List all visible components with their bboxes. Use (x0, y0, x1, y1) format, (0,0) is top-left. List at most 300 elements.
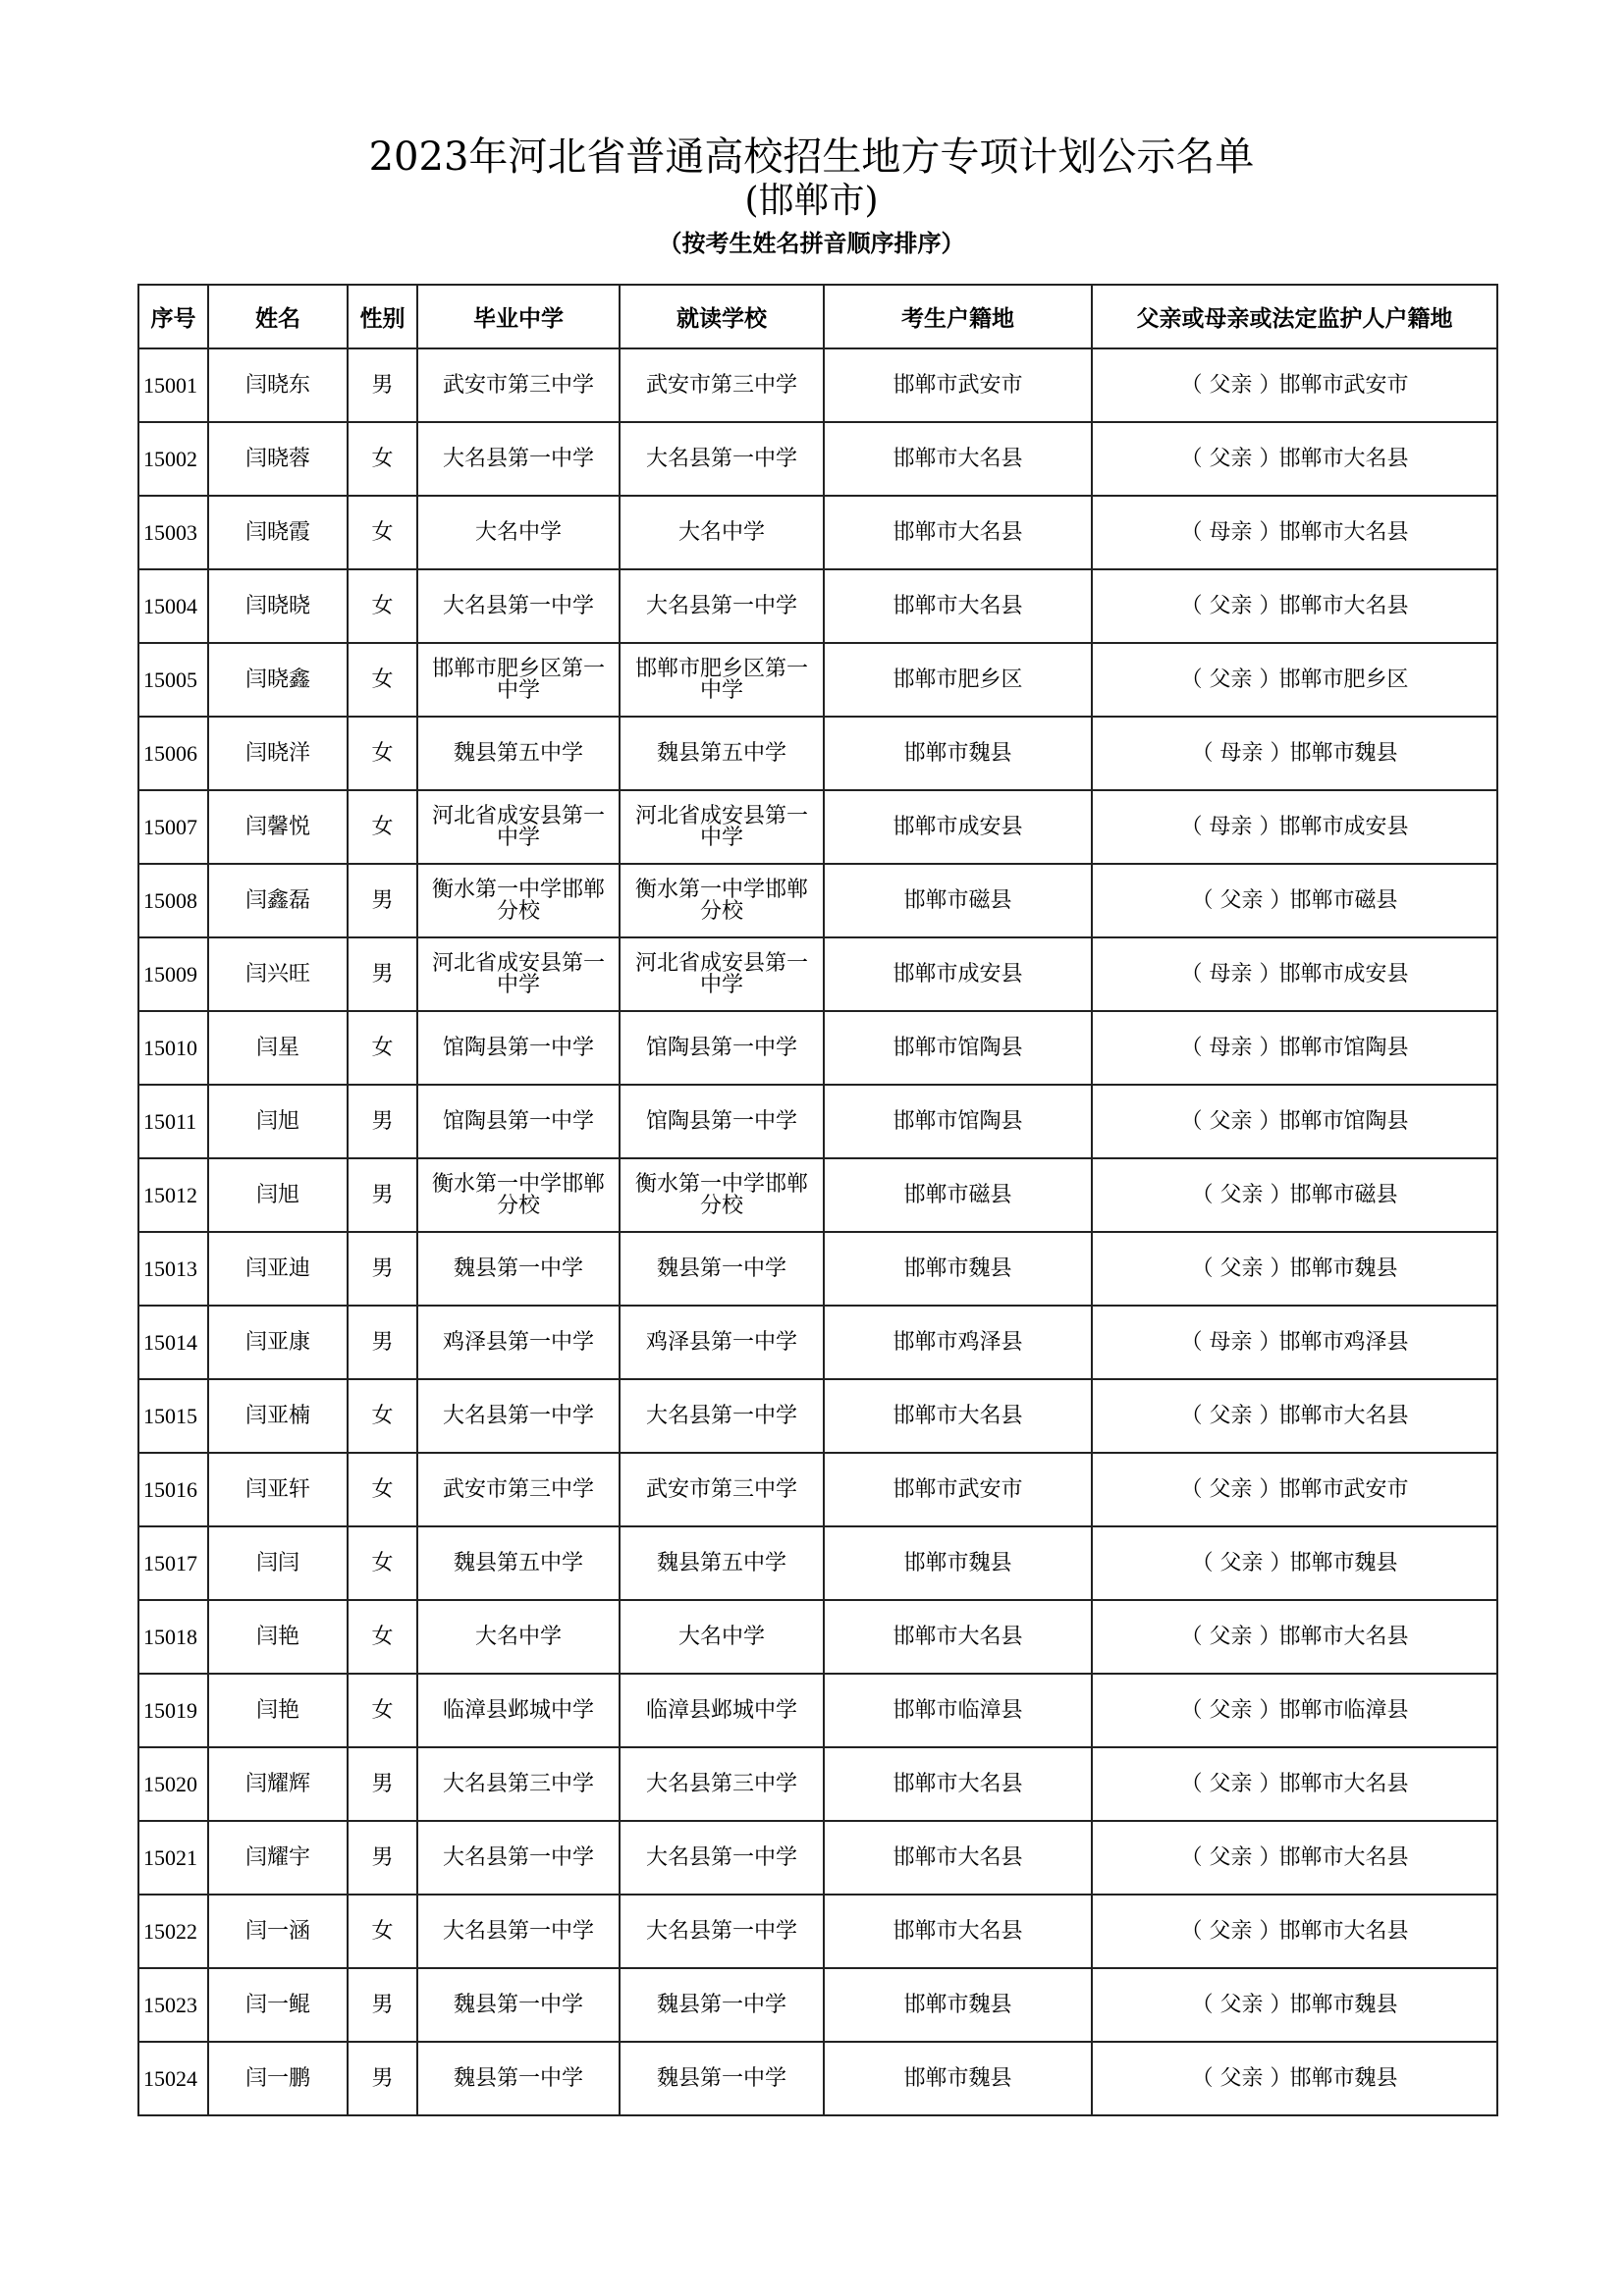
relation-text: 父亲 (1209, 1844, 1253, 1870)
paren-open: （ (1180, 519, 1210, 545)
cell-grad-school (417, 1306, 620, 1379)
cell-guardian-hukou (1092, 1085, 1497, 1158)
relation-text: 父亲 (1209, 1624, 1253, 1649)
school-text: 河北省成安县第一中学 (431, 950, 605, 997)
paren-close: ） (1263, 1550, 1292, 1575)
paren-close: ） (1252, 1476, 1281, 1502)
paren-open: （ (1180, 1844, 1210, 1870)
cell-hukou: 邯郸市大名县 (824, 569, 1092, 643)
paren-close: ） (1252, 667, 1281, 692)
school-text: 大名中学 (677, 1624, 765, 1649)
guardian-relation (1180, 1476, 1281, 1502)
paren-open: （ (1180, 667, 1210, 692)
cell-gender: 女 (348, 1674, 417, 1747)
paren-open: （ (1180, 1329, 1210, 1355)
school-text: 魏县第五中学 (453, 1550, 583, 1575)
guardian-hukou-text: 邯郸市大名县 (1278, 1771, 1409, 1796)
cell-gender: 男 (348, 1158, 417, 1232)
cell-seq: 15024 (138, 2042, 208, 2115)
header-current-school: 就读学校 (620, 285, 824, 348)
relation-text: 父亲 (1219, 1255, 1264, 1281)
cell-hukou: 邯郸市武安市 (824, 1453, 1092, 1526)
cell-hukou: 邯郸市魏县 (824, 1968, 1092, 2042)
cell-name: 闫耀宇 (208, 1821, 348, 1895)
guardian-hukou-text: 邯郸市磁县 (1289, 887, 1398, 913)
school-text: 大名县第三中学 (645, 1771, 797, 1796)
guardian-hukou-text: 邯郸市馆陶县 (1278, 1035, 1409, 1060)
cell-current-school (620, 422, 824, 496)
cell-name: 闫晓鑫 (208, 643, 348, 717)
paren-open: （ (1180, 1697, 1210, 1723)
cell-seq: 15017 (138, 1526, 208, 1600)
paren-open: （ (1180, 1624, 1210, 1649)
guardian-relation (1180, 1329, 1281, 1355)
cell-hukou: 邯郸市成安县 (824, 937, 1092, 1011)
paren-close: ） (1252, 1403, 1281, 1428)
relation-text: 父亲 (1219, 1182, 1264, 1207)
cell-seq: 15021 (138, 1821, 208, 1895)
cell-seq: 15001 (138, 348, 208, 422)
cell-name: 闫一涵 (208, 1895, 348, 1968)
guardian-hukou-text: 邯郸市大名县 (1278, 519, 1409, 545)
guardian-relation (1180, 593, 1281, 618)
guardian-relation (1180, 667, 1281, 692)
table-row (138, 1674, 1497, 1747)
cell-grad-school (417, 1747, 620, 1821)
guardian-hukou-text: 邯郸市武安市 (1278, 1476, 1409, 1502)
header-gender: 性别 (348, 285, 417, 348)
cell-current-school (620, 1968, 824, 2042)
paren-open: （ (1180, 1403, 1210, 1428)
guardian-relation (1180, 814, 1281, 839)
cell-guardian-hukou (1092, 1821, 1497, 1895)
paren-open: （ (1180, 1035, 1210, 1060)
relation-text: 父亲 (1219, 1550, 1264, 1575)
paren-close: ） (1263, 1992, 1292, 2017)
cell-gender: 男 (348, 2042, 417, 2115)
cell-name: 闫鑫磊 (208, 864, 348, 937)
school-text: 邯郸市肥乡区第一中学 (634, 656, 808, 703)
school-text: 武安市第三中学 (442, 1476, 594, 1502)
guardian-relation (1191, 887, 1292, 913)
cell-name: 闫馨悦 (208, 790, 348, 864)
school-text: 大名县第三中学 (442, 1771, 594, 1796)
relation-text: 母亲 (1209, 961, 1253, 987)
school-text: 衡水第一中学邯郸分校 (634, 1171, 808, 1218)
guardian-hukou-text: 邯郸市魏县 (1289, 1550, 1398, 1575)
school-text: 馆陶县第一中学 (442, 1108, 594, 1134)
cell-current-school (620, 717, 824, 790)
cell-gender: 男 (348, 1085, 417, 1158)
guardian-relation (1191, 2065, 1292, 2091)
school-text: 魏县第一中学 (453, 1992, 583, 2017)
school-text: 大名中学 (474, 1624, 562, 1649)
cell-seq: 15007 (138, 790, 208, 864)
cell-seq: 15012 (138, 1158, 208, 1232)
cell-gender: 男 (348, 1821, 417, 1895)
guardian-hukou-text: 邯郸市馆陶县 (1278, 1108, 1409, 1134)
header-hukou: 考生户籍地 (824, 285, 1092, 348)
guardian-hukou-text: 邯郸市肥乡区 (1278, 667, 1409, 692)
cell-current-school (620, 1747, 824, 1821)
paren-open: （ (1191, 1182, 1220, 1207)
table-row (138, 496, 1497, 569)
cell-seq: 15010 (138, 1011, 208, 1085)
relation-text: 父亲 (1219, 1992, 1264, 2017)
paren-close: ） (1252, 1624, 1281, 1649)
cell-grad-school (417, 864, 620, 937)
cell-grad-school (417, 1821, 620, 1895)
cell-grad-school (417, 1379, 620, 1453)
sort-note: （按考生姓名拼音顺序排序） (658, 229, 965, 257)
cell-seq: 15020 (138, 1747, 208, 1821)
paren-open: （ (1180, 961, 1210, 987)
cell-guardian-hukou (1092, 937, 1497, 1011)
cell-guardian-hukou (1092, 643, 1497, 717)
cell-hukou: 邯郸市魏县 (824, 717, 1092, 790)
cell-current-school (620, 790, 824, 864)
cell-current-school (620, 1085, 824, 1158)
school-text: 魏县第一中学 (453, 2065, 583, 2091)
paren-close: ） (1252, 814, 1281, 839)
paren-close: ） (1263, 1255, 1292, 1281)
guardian-hukou-text: 邯郸市大名县 (1278, 1844, 1409, 1870)
cell-seq: 15008 (138, 864, 208, 937)
paren-close: ） (1252, 1697, 1281, 1723)
cell-hukou: 邯郸市肥乡区 (824, 643, 1092, 717)
school-text: 邯郸市肥乡区第一中学 (431, 656, 605, 703)
cell-hukou: 邯郸市大名县 (824, 1747, 1092, 1821)
cell-gender: 男 (348, 1747, 417, 1821)
cell-grad-school (417, 937, 620, 1011)
relation-text: 父亲 (1209, 1697, 1253, 1723)
cell-gender: 女 (348, 422, 417, 496)
cell-current-school (620, 937, 824, 1011)
cell-name: 闫亚楠 (208, 1379, 348, 1453)
cell-name: 闫一鲲 (208, 1968, 348, 2042)
guardian-hukou-text: 邯郸市成安县 (1278, 814, 1409, 839)
cell-current-school (620, 1306, 824, 1379)
header-seq: 序号 (138, 285, 208, 348)
cell-gender: 女 (348, 790, 417, 864)
school-text: 大名县第一中学 (645, 1844, 797, 1870)
paren-open: （ (1191, 740, 1220, 766)
table-row (138, 1158, 1497, 1232)
school-text: 馆陶县第一中学 (645, 1035, 797, 1060)
cell-gender: 女 (348, 1895, 417, 1968)
cell-guardian-hukou (1092, 864, 1497, 937)
cell-seq: 15006 (138, 717, 208, 790)
header-guardian-hukou: 父亲或母亲或法定监护人户籍地 (1092, 285, 1497, 348)
cell-hukou: 邯郸市大名县 (824, 1895, 1092, 1968)
cell-seq: 15018 (138, 1600, 208, 1674)
cell-hukou: 邯郸市大名县 (824, 1379, 1092, 1453)
cell-name: 闫晓霞 (208, 496, 348, 569)
paren-close: ） (1263, 1182, 1292, 1207)
school-text: 魏县第一中学 (453, 1255, 583, 1281)
paren-close: ） (1252, 1771, 1281, 1796)
cell-guardian-hukou (1092, 1232, 1497, 1306)
relation-text: 母亲 (1209, 1035, 1253, 1060)
cell-gender: 男 (348, 348, 417, 422)
school-text: 大名中学 (474, 519, 562, 545)
paren-open: （ (1191, 2065, 1220, 2091)
school-text: 大名县第一中学 (645, 1918, 797, 1944)
cell-guardian-hukou (1092, 790, 1497, 864)
school-text: 魏县第一中学 (656, 1992, 786, 2017)
table-row (138, 1895, 1497, 1968)
paren-close: ） (1252, 1035, 1281, 1060)
school-text: 武安市第三中学 (645, 372, 797, 398)
cell-name: 闫晓晓 (208, 569, 348, 643)
paren-open: （ (1191, 887, 1220, 913)
cell-guardian-hukou (1092, 1158, 1497, 1232)
cell-gender: 女 (348, 717, 417, 790)
cell-hukou: 邯郸市魏县 (824, 1526, 1092, 1600)
cell-current-school (620, 1526, 824, 1600)
cell-hukou: 邯郸市磁县 (824, 864, 1092, 937)
cell-seq: 15011 (138, 1085, 208, 1158)
cell-gender: 女 (348, 1379, 417, 1453)
guardian-relation (1180, 519, 1281, 545)
paren-open: （ (1180, 593, 1210, 618)
cell-grad-school (417, 717, 620, 790)
cell-grad-school (417, 1895, 620, 1968)
guardian-hukou-text: 邯郸市魏县 (1289, 1255, 1398, 1281)
cell-guardian-hukou (1092, 1895, 1497, 1968)
school-text: 大名县第一中学 (645, 593, 797, 618)
guardian-hukou-text: 邯郸市鸡泽县 (1278, 1329, 1409, 1355)
school-text: 大名县第一中学 (442, 1844, 594, 1870)
cell-hukou: 邯郸市鸡泽县 (824, 1306, 1092, 1379)
page-title: 2023年河北省普通高校招生地方专项计划公示名单 (368, 134, 1255, 180)
table-row (138, 1526, 1497, 1600)
cell-gender: 女 (348, 643, 417, 717)
cell-hukou: 邯郸市大名县 (824, 496, 1092, 569)
cell-guardian-hukou (1092, 1379, 1497, 1453)
cell-seq: 15005 (138, 643, 208, 717)
paren-close: ） (1263, 2065, 1292, 2091)
table-row (138, 348, 1497, 422)
cell-seq: 15022 (138, 1895, 208, 1968)
cell-name: 闫耀辉 (208, 1747, 348, 1821)
paren-close: ） (1252, 1108, 1281, 1134)
guardian-relation (1180, 1403, 1281, 1428)
cell-current-school (620, 1158, 824, 1232)
table-body (138, 348, 1497, 2115)
relation-text: 母亲 (1209, 1329, 1253, 1355)
cell-guardian-hukou (1092, 422, 1497, 496)
relation-text: 父亲 (1209, 1771, 1253, 1796)
paren-open: （ (1191, 1255, 1220, 1281)
page-subtitle: (邯郸市) (744, 181, 879, 221)
guardian-relation (1180, 1624, 1281, 1649)
relation-text: 母亲 (1209, 814, 1253, 839)
cell-guardian-hukou (1092, 1526, 1497, 1600)
cell-seq: 15003 (138, 496, 208, 569)
cell-hukou: 邯郸市馆陶县 (824, 1011, 1092, 1085)
cell-name: 闫星 (208, 1011, 348, 1085)
cell-grad-school (417, 1453, 620, 1526)
school-text: 武安市第三中学 (645, 1476, 797, 1502)
school-text: 大名县第一中学 (645, 446, 797, 471)
cell-name: 闫亚康 (208, 1306, 348, 1379)
guardian-hukou-text: 邯郸市大名县 (1278, 1918, 1409, 1944)
cell-grad-school (417, 2042, 620, 2115)
relation-text: 父亲 (1209, 1403, 1253, 1428)
relation-text: 父亲 (1209, 446, 1253, 471)
table-row (138, 1968, 1497, 2042)
cell-hukou: 邯郸市大名县 (824, 1600, 1092, 1674)
paren-close: ） (1252, 1844, 1281, 1870)
guardian-hukou-text: 邯郸市成安县 (1278, 961, 1409, 987)
cell-current-school (620, 569, 824, 643)
school-text: 河北省成安县第一中学 (634, 803, 808, 850)
school-text: 魏县第五中学 (453, 740, 583, 766)
table-row (138, 1821, 1497, 1895)
cell-name: 闫旭 (208, 1158, 348, 1232)
paren-open: （ (1180, 1108, 1210, 1134)
table-row (138, 1453, 1497, 1526)
guardian-hukou-text: 邯郸市魏县 (1289, 2065, 1398, 2091)
cell-hukou: 邯郸市大名县 (824, 1821, 1092, 1895)
table-row (138, 2042, 1497, 2115)
school-text: 大名中学 (677, 519, 765, 545)
cell-current-school (620, 2042, 824, 2115)
cell-name: 闫兴旺 (208, 937, 348, 1011)
cell-gender: 男 (348, 1968, 417, 2042)
cell-hukou: 邯郸市大名县 (824, 422, 1092, 496)
relation-text: 母亲 (1209, 519, 1253, 545)
cell-current-school (620, 348, 824, 422)
school-text: 衡水第一中学邯郸分校 (431, 1171, 605, 1218)
cell-current-school (620, 1895, 824, 1968)
cell-guardian-hukou (1092, 1600, 1497, 1674)
cell-hukou: 邯郸市魏县 (824, 1232, 1092, 1306)
paren-open: （ (1180, 446, 1210, 471)
school-text: 临漳县邺城中学 (645, 1697, 797, 1723)
header-grad-school: 毕业中学 (417, 285, 620, 348)
school-text: 魏县第五中学 (656, 1550, 786, 1575)
school-text: 魏县第一中学 (656, 2065, 786, 2091)
relation-text: 父亲 (1209, 593, 1253, 618)
guardian-hukou-text: 邯郸市大名县 (1278, 446, 1409, 471)
school-text: 大名县第一中学 (442, 593, 594, 618)
table-row (138, 1011, 1497, 1085)
cell-seq: 15009 (138, 937, 208, 1011)
cell-gender: 女 (348, 496, 417, 569)
relation-text: 父亲 (1219, 887, 1264, 913)
relation-text: 父亲 (1209, 667, 1253, 692)
cell-seq: 15015 (138, 1379, 208, 1453)
cell-current-school (620, 1821, 824, 1895)
cell-seq: 15023 (138, 1968, 208, 2042)
cell-seq: 15014 (138, 1306, 208, 1379)
cell-grad-school (417, 1158, 620, 1232)
cell-gender: 男 (348, 1232, 417, 1306)
paren-open: （ (1180, 814, 1210, 839)
school-text: 衡水第一中学邯郸分校 (634, 877, 808, 924)
table-row (138, 1232, 1497, 1306)
school-text: 魏县第一中学 (656, 1255, 786, 1281)
guardian-relation (1180, 1035, 1281, 1060)
cell-hukou: 邯郸市磁县 (824, 1158, 1092, 1232)
cell-name: 闫晓东 (208, 348, 348, 422)
table-row (138, 1600, 1497, 1674)
cell-current-school (620, 643, 824, 717)
paren-close: ） (1263, 887, 1292, 913)
relation-text: 母亲 (1219, 740, 1264, 766)
paren-close: ） (1263, 740, 1292, 766)
cell-gender: 男 (348, 864, 417, 937)
guardian-relation (1191, 1550, 1292, 1575)
paren-open: （ (1191, 1550, 1220, 1575)
guardian-relation (1191, 1182, 1292, 1207)
cell-grad-school (417, 569, 620, 643)
cell-guardian-hukou (1092, 1747, 1497, 1821)
school-text: 馆陶县第一中学 (645, 1108, 797, 1134)
cell-hukou: 邯郸市临漳县 (824, 1674, 1092, 1747)
school-text: 大名县第一中学 (442, 1403, 594, 1428)
cell-grad-school (417, 1011, 620, 1085)
guardian-hukou-text: 邯郸市临漳县 (1278, 1697, 1409, 1723)
school-text: 临漳县邺城中学 (442, 1697, 594, 1723)
cell-seq: 15016 (138, 1453, 208, 1526)
cell-name: 闫闫 (208, 1526, 348, 1600)
cell-gender: 女 (348, 1453, 417, 1526)
table-row (138, 1379, 1497, 1453)
cell-gender: 女 (348, 1600, 417, 1674)
cell-guardian-hukou (1092, 569, 1497, 643)
guardian-hukou-text: 邯郸市大名县 (1278, 1624, 1409, 1649)
cell-seq: 15013 (138, 1232, 208, 1306)
cell-guardian-hukou (1092, 1453, 1497, 1526)
roster-table (137, 284, 1498, 2116)
cell-grad-school (417, 643, 620, 717)
guardian-hukou-text: 邯郸市魏县 (1289, 740, 1398, 766)
cell-current-school (620, 1674, 824, 1747)
paren-open: （ (1191, 1992, 1220, 2017)
school-text: 武安市第三中学 (442, 372, 594, 398)
guardian-relation (1191, 740, 1292, 766)
cell-hukou: 邯郸市武安市 (824, 348, 1092, 422)
guardian-relation (1180, 1771, 1281, 1796)
cell-guardian-hukou (1092, 1968, 1497, 2042)
table-row (138, 790, 1497, 864)
school-text: 鸡泽县第一中学 (645, 1329, 797, 1355)
cell-current-school (620, 496, 824, 569)
cell-current-school (620, 1453, 824, 1526)
cell-name: 闫晓蓉 (208, 422, 348, 496)
guardian-relation (1180, 1844, 1281, 1870)
cell-grad-school (417, 496, 620, 569)
paren-close: ） (1252, 372, 1281, 398)
cell-hukou: 邯郸市馆陶县 (824, 1085, 1092, 1158)
paren-close: ） (1252, 446, 1281, 471)
school-text: 衡水第一中学邯郸分校 (431, 877, 605, 924)
cell-name: 闫旭 (208, 1085, 348, 1158)
guardian-relation (1180, 372, 1281, 398)
cell-gender: 女 (348, 1526, 417, 1600)
cell-seq: 15004 (138, 569, 208, 643)
cell-gender: 女 (348, 1011, 417, 1085)
school-text: 大名县第一中学 (442, 1918, 594, 1944)
guardian-relation (1180, 1918, 1281, 1944)
paren-open: （ (1180, 1476, 1210, 1502)
school-text: 大名县第一中学 (645, 1403, 797, 1428)
guardian-relation (1180, 446, 1281, 471)
guardian-relation (1191, 1255, 1292, 1281)
